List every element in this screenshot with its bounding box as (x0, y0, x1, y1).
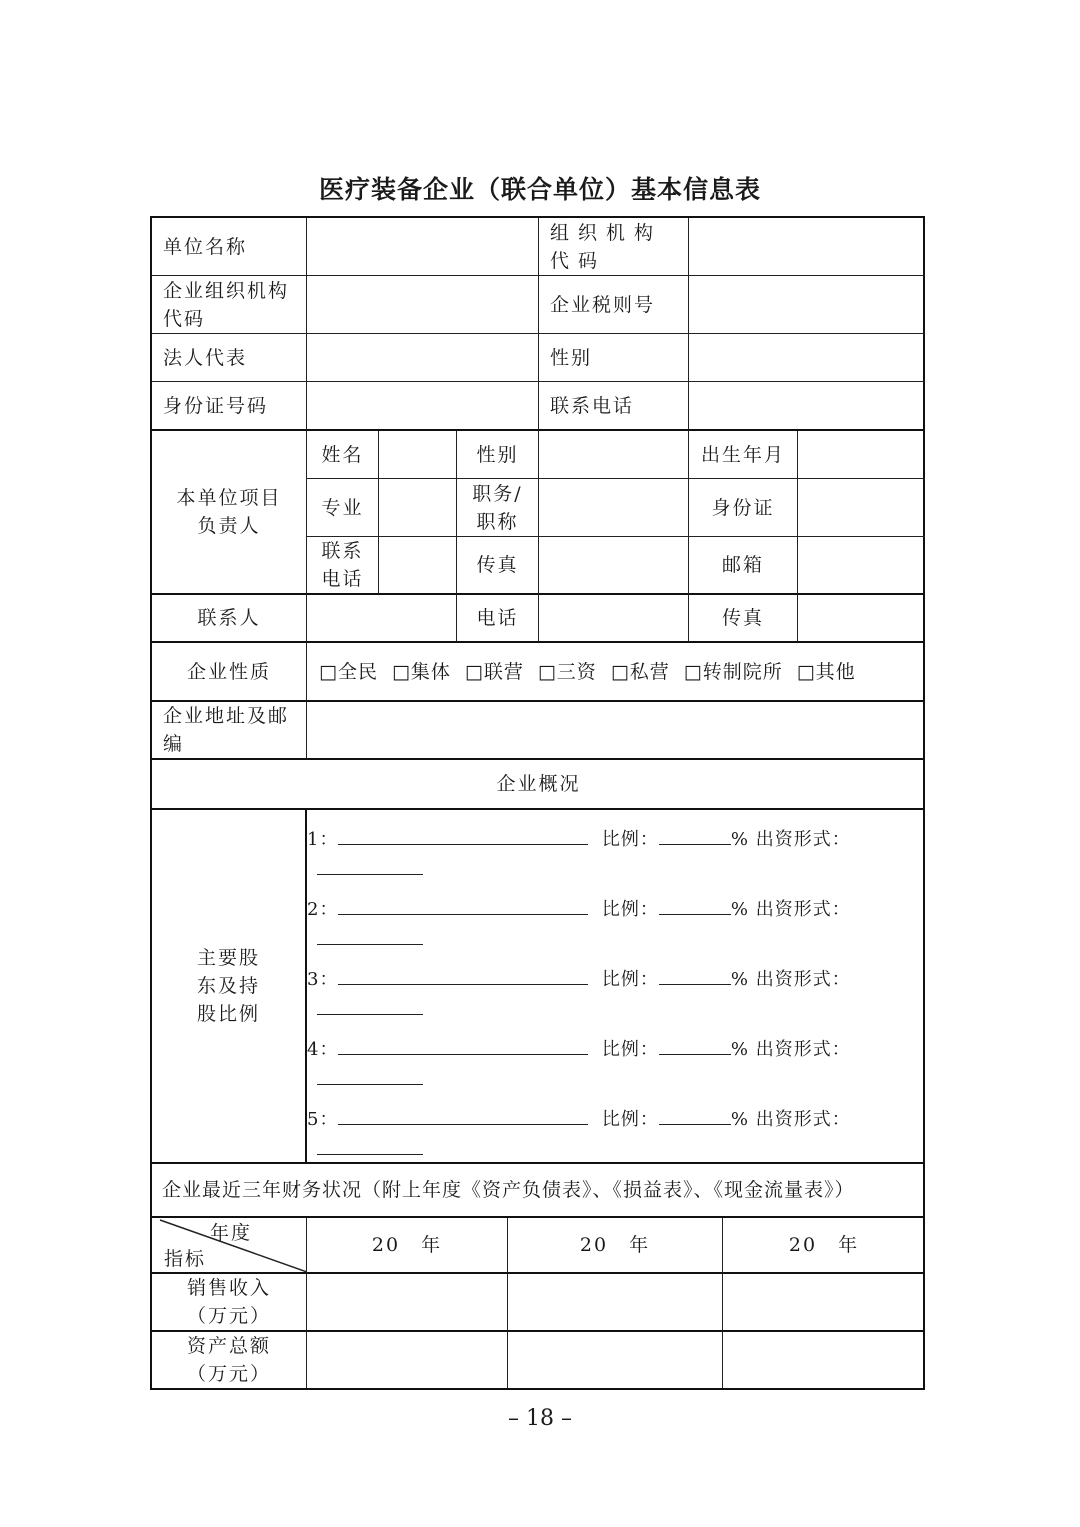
field-org-code[interactable] (689, 218, 925, 276)
field-address[interactable] (307, 702, 925, 760)
option-quanmin[interactable]: □全民 (319, 660, 378, 683)
shareholder-2-form[interactable] (317, 928, 423, 945)
year-col-2: 20 年 (508, 1218, 723, 1274)
field-sales-1[interactable] (307, 1274, 508, 1332)
field-leader-id[interactable] (798, 479, 925, 537)
shareholder-4-line: 4： 比例： % 出资形式： (307, 1039, 851, 1060)
page-title: 医疗装备企业（联合单位）基本信息表 (318, 175, 761, 204)
label-contact-person: 联系人 (152, 595, 307, 643)
field-sales-3[interactable] (723, 1274, 925, 1332)
section-overview: 企业概况 (152, 760, 925, 810)
shareholder-4-ratio[interactable] (659, 1038, 731, 1055)
option-jiti[interactable]: □集体 (391, 660, 451, 683)
nature-options (307, 643, 925, 702)
corner-year-label: 年度 (210, 1222, 253, 1244)
field-assets-1[interactable] (307, 1332, 508, 1388)
label-tax-no: 企业税则号 (539, 276, 689, 334)
shareholder-5-line: 5： 比例： % 出资形式： (307, 1109, 851, 1130)
label-id-no: 身份证号码 (152, 382, 307, 431)
field-leader-title[interactable] (539, 479, 689, 537)
shareholder-2-ratio[interactable] (659, 898, 731, 915)
option-zhuanzhi[interactable]: □转制院所 (683, 660, 783, 683)
option-lianying[interactable]: □联营 (464, 660, 524, 683)
label-project-leader: 本单位项目负责人 (152, 431, 307, 595)
label-leader-gender: 性别 (457, 431, 539, 479)
field-leader-name[interactable] (379, 431, 457, 479)
shareholder-4-form[interactable] (317, 1068, 423, 1085)
shareholder-5-name[interactable] (338, 1108, 588, 1125)
option-siying[interactable]: □私营 (610, 660, 670, 683)
shareholder-3-name[interactable] (338, 968, 588, 985)
year-col-1: 20 年 (307, 1218, 508, 1274)
label-enterprise-org-code: 企业组织机构代码 (152, 276, 307, 334)
field-enterprise-org-code[interactable] (307, 276, 539, 334)
shareholder-5-form[interactable] (317, 1138, 423, 1155)
field-assets-2[interactable] (508, 1332, 723, 1388)
shareholder-1-form[interactable] (317, 858, 423, 875)
field-id-no[interactable] (307, 382, 539, 431)
label-enterprise-nature: 企业性质 (152, 643, 307, 702)
info-form-table (150, 216, 925, 1390)
shareholder-3-line: 3： 比例： % 出资形式： (307, 969, 851, 990)
page-number: – 18 – (508, 1406, 572, 1431)
field-tax-no[interactable] (689, 276, 925, 334)
shareholder-2-name[interactable] (338, 898, 588, 915)
label-org-code: 组织机构代码 (539, 218, 689, 276)
label-leader-phone: 联系电话 (307, 537, 379, 595)
label-contact-phone: 联系电话 (539, 382, 689, 431)
field-gender[interactable] (689, 334, 925, 382)
label-leader-name: 姓名 (307, 431, 379, 479)
finance-heading: 企业最近三年财务状况（附上年度《资产负债表》、《损益表》、《现金流量表》） (152, 1164, 925, 1218)
shareholder-2-line: 2： 比例： % 出资形式： (307, 899, 851, 920)
option-qita[interactable]: □其他 (796, 660, 856, 683)
field-sales-2[interactable] (508, 1274, 723, 1332)
label-shareholders: 主要股东及持股比例 (152, 810, 307, 1164)
label-assets: 资产总额（万元） (152, 1332, 307, 1388)
label-leader-major: 专业 (307, 479, 379, 537)
field-leader-fax[interactable] (539, 537, 689, 595)
label-leader-email: 邮箱 (689, 537, 798, 595)
field-legal-rep[interactable] (307, 334, 539, 382)
field-unit-name[interactable] (307, 218, 539, 276)
label-contact-fax: 传真 (689, 595, 798, 643)
shareholder-3-ratio[interactable] (659, 968, 731, 985)
label-leader-birth: 出生年月 (689, 431, 798, 479)
label-sales: 销售收入（万元） (152, 1274, 307, 1332)
shareholder-1-line: 1： 比例： % 出资形式： (307, 829, 851, 850)
label-address: 企业地址及邮编 (152, 702, 307, 760)
shareholders-area (307, 810, 925, 1164)
field-leader-phone[interactable] (379, 537, 457, 595)
label-unit-name: 单位名称 (152, 218, 307, 276)
field-contact-fax[interactable] (798, 595, 925, 643)
label-contact-tel: 电话 (457, 595, 539, 643)
option-sanzi[interactable]: □三资 (537, 660, 597, 683)
field-contact-tel[interactable] (539, 595, 689, 643)
field-contact-phone[interactable] (689, 382, 925, 431)
field-leader-birth[interactable] (798, 431, 925, 479)
year-col-3: 20 年 (723, 1218, 925, 1274)
field-leader-email[interactable] (798, 537, 925, 595)
field-leader-gender[interactable] (539, 431, 689, 479)
field-leader-major[interactable] (379, 479, 457, 537)
corner-indicator-label: 指标 (164, 1248, 207, 1270)
label-leader-id: 身份证 (689, 479, 798, 537)
field-assets-3[interactable] (723, 1332, 925, 1388)
shareholder-1-ratio[interactable] (659, 828, 731, 845)
shareholder-3-form[interactable] (317, 998, 423, 1015)
label-leader-fax: 传真 (457, 537, 539, 595)
label-leader-title: 职务/职称 (457, 479, 539, 537)
shareholder-5-ratio[interactable] (659, 1108, 731, 1125)
field-contact-person[interactable] (307, 595, 457, 643)
shareholder-4-name[interactable] (338, 1038, 588, 1055)
finance-corner (152, 1218, 307, 1274)
shareholder-1-name[interactable] (338, 828, 588, 845)
label-gender: 性别 (539, 334, 689, 382)
label-legal-rep: 法人代表 (152, 334, 307, 382)
